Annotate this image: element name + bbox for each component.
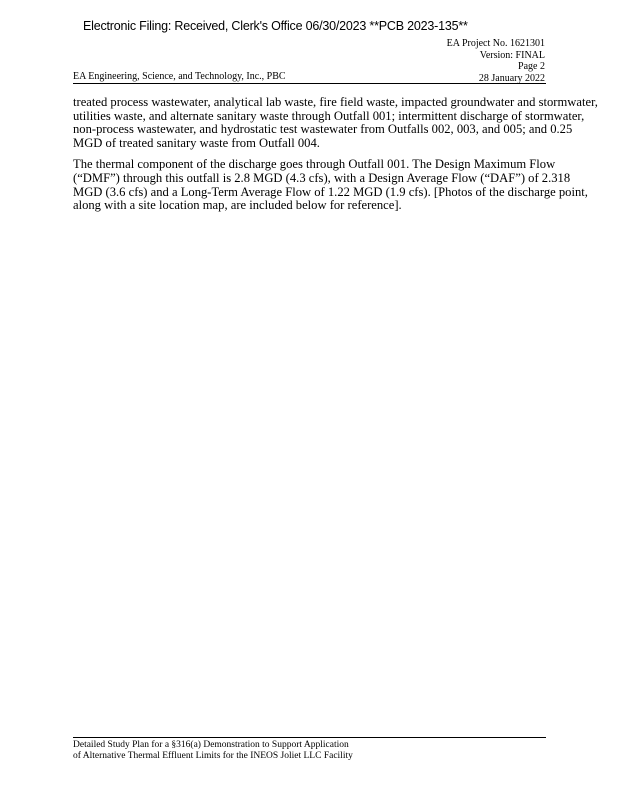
- footer-line: of Alternative Thermal Effluent Limits for the INEOS Joliet LLC Facility: [73, 751, 353, 761]
- footer: [73, 740, 353, 762]
- footer-divider: [73, 737, 546, 738]
- body-paragraph: treated process wastewater, analytical lab waste, fire field waste, impacted groundwater and stormwater, utilities waste, and alternate sanitary waste through Outfall 001; intermittent discharge of stormwater, non-process wastewater, and hydrostatic test wastewater from Outfalls 002, 003, and 005; and 0.25 MGD of treated sanitary waste from Outfall 004.: [73, 95, 598, 150]
- header-project-no: EA Project No. 1621301: [446, 38, 545, 49]
- header-divider: [73, 83, 546, 84]
- filing-stamp: Electronic Filing: Received, Clerk's Office 06/30/2023 **PCB 2023-135**: [83, 19, 468, 33]
- footer-line: Detailed Study Plan for a §316(a) Demonstration to Support Application: [73, 740, 349, 750]
- document-body: [73, 96, 601, 221]
- body-paragraph: The thermal component of the discharge goes through Outfall 001. The Design Maximum Flow (“DMF”) through this outfall is 2.8 MGD (4.3 cfs), with a Design Average Flow (“DAF”) of 2.318 MGD (3.6 cfs) and a Long-Term Average Flow of 1.22 MGD (1.9 cfs). [Photos of the discharge point, along with a site location map, are included below for reference].: [73, 157, 588, 213]
- header-project-info: [447, 38, 545, 84]
- header-version: Version: FINAL: [479, 49, 545, 61]
- header-company: EA Engineering, Science, and Technology, Inc., PBC: [73, 71, 286, 82]
- header-page-number: Page 2: [518, 61, 545, 72]
- header-date: 28 January 2022: [478, 72, 545, 84]
